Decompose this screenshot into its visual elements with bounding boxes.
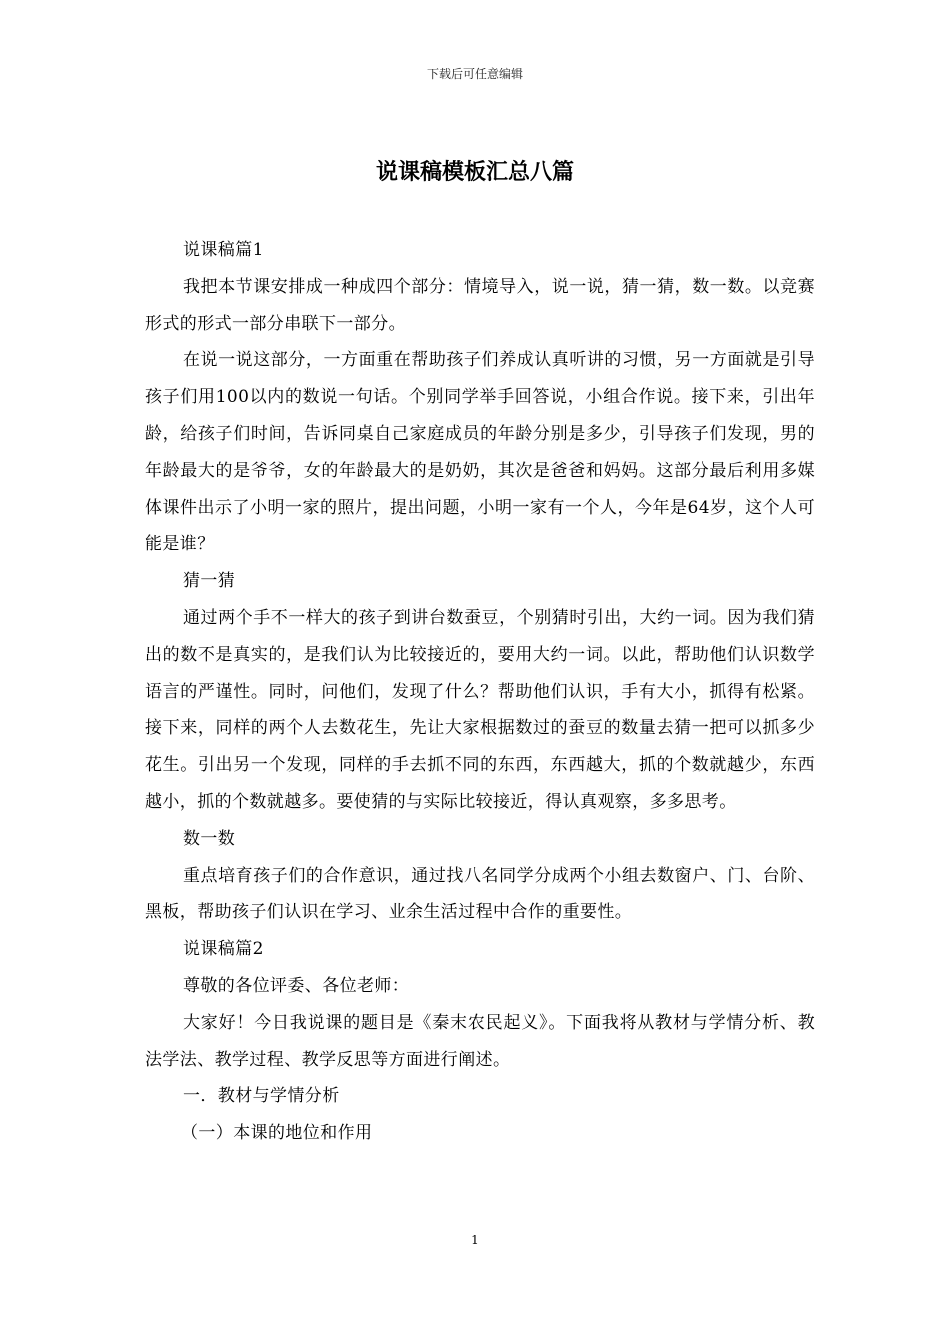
paragraph: 通过两个手不一样大的孩子到讲台数蚕豆，个别猜时引出，大约一词。因为我们猜出的数不是真实的，是我们认为比较接近的，要用大约一词。以此，帮助他们认识数学语言的严谨性。同时，问他们，发现了什么？帮助他们认识，手有大小，抓得有松紧。接下来，同样的两个人去数花生，先让大家根据数过的蚕豆的数量去猜一把可以抓多少花生。引出另一个发现，同样的手去抓不同的东西，东西越大，抓的个数就越少，东西越小，抓的个数就越多。要使猜的与实际比较接近，得认真观察，多多思考。 [145,607,815,812]
section-heading: 说课稿篇1 [183,240,264,260]
paragraph: 大家好！今日我说课的题目是《秦末农民起义》。下面我将从教材与学情分析、教法学法、教学过程、教学反思等方面进行阐述。 [145,1012,815,1070]
paragraph: 我把本节课安排成一种成四个部分：情境导入，说一说，猜一猜，数一数。以竞赛形式的形式一部分串联下一部分。 [145,276,815,334]
subsection-heading: （一）本课的地位和作用 [181,1123,373,1144]
paragraph: 在说一说这部分，一方面重在帮助孩子们养成认真听讲的习惯，另一方面就是引导孩子们用100以内的数说一句话。个别同学举手回答说，小组合作说。接下来，引出年龄，给孩子们时间，告诉同桌自己家庭成员的年龄分别是多少，引导孩子们发现，男的年龄最大的是爷爷，女的年龄最大的是奶奶，其次是爸爸和妈妈。这部分最后利用多媒体课件出示了小明一家的照片，提出问题，小明一家有一个人，今年是64岁，这个人可能是谁？ [145,350,815,555]
document-title: 说课稿模板汇总八篇 [375,159,574,185]
section-heading: 数一数 [183,828,236,849]
paragraph: 尊敬的各位评委、各位老师： [183,975,410,996]
header-note: 下载后可任意编辑 [426,67,523,81]
document-body [145,232,815,1152]
section-heading: 说课稿篇2 [183,939,264,960]
section-heading: 猜一猜 [183,571,236,592]
page-number: 1 [471,1233,479,1247]
section-heading: 一．教材与学情分析 [183,1086,340,1107]
paragraph: 重点培育孩子们的合作意识，通过找八名同学分成两个小组去数窗户、门、台阶、黑板，帮助孩子们认识在学习、业余生活过程中合作的重要性。 [145,865,815,923]
